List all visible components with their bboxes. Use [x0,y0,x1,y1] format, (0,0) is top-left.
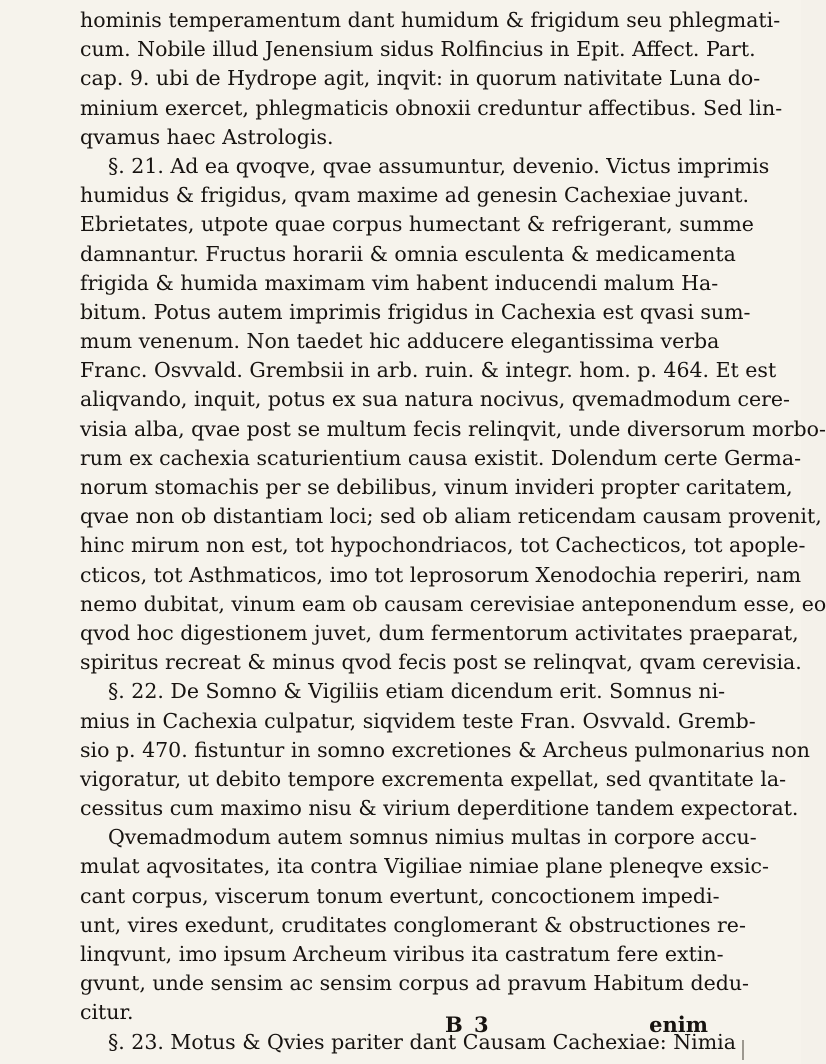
text-line: aliqvando, inquit, potus ex sua natura nocivus, qvemadmodum cere- [80,387,790,412]
text-line: cum. Nobile illud Jenensium sidus Rolfincius in Epit. Affect. Part. [80,37,756,62]
text-line: qvamus haec Astrologis. [80,124,334,149]
text-line: cant corpus, viscerum tonum evertunt, concoctionem impedi- [80,883,720,908]
text-line: mius in Cachexia culpatur, siqvidem teste Fran. Osvvald. Gremb- [80,708,756,733]
text-line: cticos, tot Asthmaticos, imo tot leprosorum Xenodochia reperiri, nam [80,562,802,587]
text-line: norum stomachis per se debilibus, vinum invideri propter caritatem, [80,475,793,499]
text-line: linqvunt, imo ipsum Archeum viribus ita castratum fere extin- [80,942,724,966]
text-line: hinc mirum non est, tot hypochondriacos, tot Cachecticos, tot apople- [80,533,806,558]
text-line: bitum. Potus autem imprimis frigidus in Cachexia est qvasi sum- [80,299,751,324]
catchword: enim [649,1012,708,1037]
text-line: mulat aqvositates, ita contra Vigiliae nimiae plane pleneqve exsic- [80,854,769,879]
signature-mark: B 3 [445,1012,491,1037]
page-footer [80,1010,730,1039]
text-line: mum venenum. Non taedet hic adducere elegantissima verba [80,329,720,354]
section-23-start: §. 23. Motus & Qvies pariter dant Causam Cachexiae: Nimia [108,1029,736,1054]
page-edge-mark [742,1040,744,1060]
body-text [80,6,826,1057]
section-21-start: §. 21. Ad ea qvoqve, qvae assumuntur, devenio. Victus imprimis [108,153,770,178]
text-line: frigida & humida maximam vim habent inducendi malum Ha- [80,270,719,295]
section-22-start: §. 22. De Somno & Vigiliis etiam dicendum erit. Somnus ni- [108,679,726,704]
text-line: cap. 9. ubi de Hydrope agit, inqvit: in quorum nativitate Luna do- [80,66,761,91]
text-line: unt, vires exedunt, cruditates conglomerant & obstructiones re- [80,912,746,937]
text-line: visia alba, qvae post se multum fecis relinqvit, unde diversorum morbo- [80,416,826,441]
text-line: cessitus cum maximo nisu & virium deperditione tandem expectorat. [80,796,799,821]
text-line: Franc. Osvvald. Grembsii in arb. ruin. & integr. hom. p. 464. Et est [80,358,777,383]
text-line: hominis temperamentum dant humidum & frigidum seu phlegmati- [80,8,781,32]
text-line: damnantur. Fructus horarii & omnia esculenta & medicamenta [80,241,736,266]
text-line: qvod hoc digestionem juvet, dum fermentorum activitates praeparat, [80,620,799,645]
text-line: vigoratur, ut debito tempore excrementa expellat, sed qvantitate la- [80,766,787,791]
text-line: humidus & frigidus, qvam maxime ad genesin Cachexiae juvant. [80,183,750,208]
text-line: spiritus recreat & minus qvod fecis post se relinqvat, qvam cerevisia. [80,650,802,675]
text-line: minium exercet, phlegmaticis obnoxii creduntur affectibus. Sed lin- [80,95,783,120]
text-line: nemo dubitat, vinum eam ob causam cerevisiae anteponendum esse, eo [80,591,826,616]
text-line: Qvemadmodum autem somnus nimius multas in corpore accu- [108,825,757,850]
text-line: qvae non ob distantiam loci; sed ob aliam reticendam causam provenit, [80,504,822,529]
text-line: sio p. 470. fistuntur in somno excretiones & Archeus pulmonarius non [80,737,810,762]
text-line: Ebrietates, utpote quae corpus humectant & refrigerant, summe [80,212,754,237]
text-line: rum ex cachexia scaturientium causa existit. Dolendum certe Germa- [80,445,801,470]
text-line: citur. [80,1000,134,1025]
text-line: gvunt, unde sensim ac sensim corpus ad pravum Habitum dedu- [80,971,749,996]
